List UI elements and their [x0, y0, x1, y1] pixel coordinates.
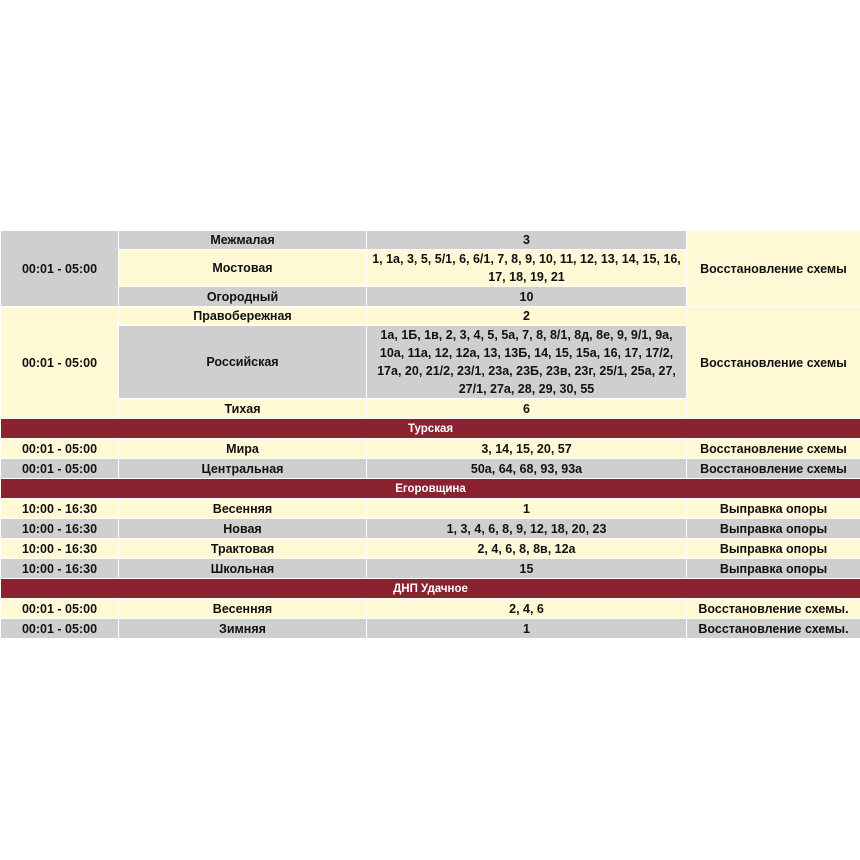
houses-cell: 10 — [367, 287, 687, 307]
time-cell: 00:01 - 05:00 — [1, 599, 119, 619]
houses-cell: 6 — [367, 399, 687, 419]
work-cell: Выправка опоры — [687, 559, 860, 579]
street-cell: Российская — [119, 326, 367, 399]
table-row — [1, 599, 860, 619]
time-cell: 10:00 - 16:30 — [1, 499, 119, 519]
street-cell: Центральная — [119, 459, 367, 479]
time-cell: 00:01 - 05:00 — [1, 307, 119, 419]
locality-header-row — [1, 579, 860, 599]
table-row — [1, 439, 860, 459]
time-cell: 00:01 - 05:00 — [1, 231, 119, 307]
time-cell: 00:01 - 05:00 — [1, 459, 119, 479]
houses-cell: 15 — [367, 559, 687, 579]
street-cell: Зимняя — [119, 619, 367, 639]
time-cell: 00:01 - 05:00 — [1, 619, 119, 639]
street-cell: Мира — [119, 439, 367, 459]
houses-cell: 1а, 1Б, 1в, 2, 3, 4, 5, 5а, 7, 8, 8/1, 8д, 8е, 9, 9/1, 9а, 10а, 11а, 12, 12а, 13, 13Б, 14, 15, 15а, 16, 17, 17/2, 17а, 20, 21/2, 23/1, 23а, 23Б, 23в, 23г, 25/1, 25а, 27, 27/1, 27а, 28, 29, 30, 55 — [367, 326, 687, 399]
locality-name: ДНП Удачное — [1, 579, 860, 599]
locality-name: Егоровщина — [1, 479, 860, 499]
houses-cell: 1, 1а, 3, 5, 5/1, 6, 6/1, 7, 8, 9, 10, 11, 12, 13, 14, 15, 16, 17, 18, 19, 21 — [367, 250, 687, 287]
street-cell: Весенняя — [119, 499, 367, 519]
houses-cell: 2, 4, 6 — [367, 599, 687, 619]
work-cell: Выправка опоры — [687, 519, 860, 539]
table-row — [1, 459, 860, 479]
houses-cell: 3 — [367, 231, 687, 250]
street-cell: Школьная — [119, 559, 367, 579]
work-cell: Восстановление схемы. — [687, 619, 860, 639]
work-cell: Восстановление схемы — [687, 439, 860, 459]
table-row — [1, 499, 860, 519]
time-cell: 00:01 - 05:00 — [1, 439, 119, 459]
street-cell: Правобережная — [119, 307, 367, 326]
houses-cell: 1, 3, 4, 6, 8, 9, 12, 18, 20, 23 — [367, 519, 687, 539]
houses-cell: 3, 14, 15, 20, 57 — [367, 439, 687, 459]
street-cell: Трактовая — [119, 539, 367, 559]
work-cell: Восстановление схемы — [687, 459, 860, 479]
houses-cell: 50а, 64, 68, 93, 93а — [367, 459, 687, 479]
street-cell: Тихая — [119, 399, 367, 419]
work-cell: Восстановление схемы — [687, 231, 860, 307]
table-row — [1, 559, 860, 579]
work-cell: Восстановление схемы. — [687, 599, 860, 619]
time-cell: 10:00 - 16:30 — [1, 539, 119, 559]
houses-cell: 1 — [367, 499, 687, 519]
street-cell: Огородный — [119, 287, 367, 307]
street-cell: Весенняя — [119, 599, 367, 619]
locality-name: Турская — [1, 419, 860, 439]
street-cell: Мостовая — [119, 250, 367, 287]
work-cell: Выправка опоры — [687, 539, 860, 559]
time-cell: 10:00 - 16:30 — [1, 519, 119, 539]
time-cell: 10:00 - 16:30 — [1, 559, 119, 579]
street-cell: Межмалая — [119, 231, 367, 250]
houses-cell: 2, 4, 6, 8, 8в, 12а — [367, 539, 687, 559]
locality-header-row — [1, 479, 860, 499]
work-cell: Восстановление схемы — [687, 307, 860, 419]
work-cell: Выправка опоры — [687, 499, 860, 519]
street-cell: Новая — [119, 519, 367, 539]
table-row — [1, 519, 860, 539]
outage-schedule-table — [0, 230, 860, 639]
houses-cell: 2 — [367, 307, 687, 326]
locality-header-row — [1, 419, 860, 439]
table-row — [1, 231, 860, 250]
houses-cell: 1 — [367, 619, 687, 639]
table-row — [1, 307, 860, 326]
table-row — [1, 619, 860, 639]
table-row — [1, 539, 860, 559]
